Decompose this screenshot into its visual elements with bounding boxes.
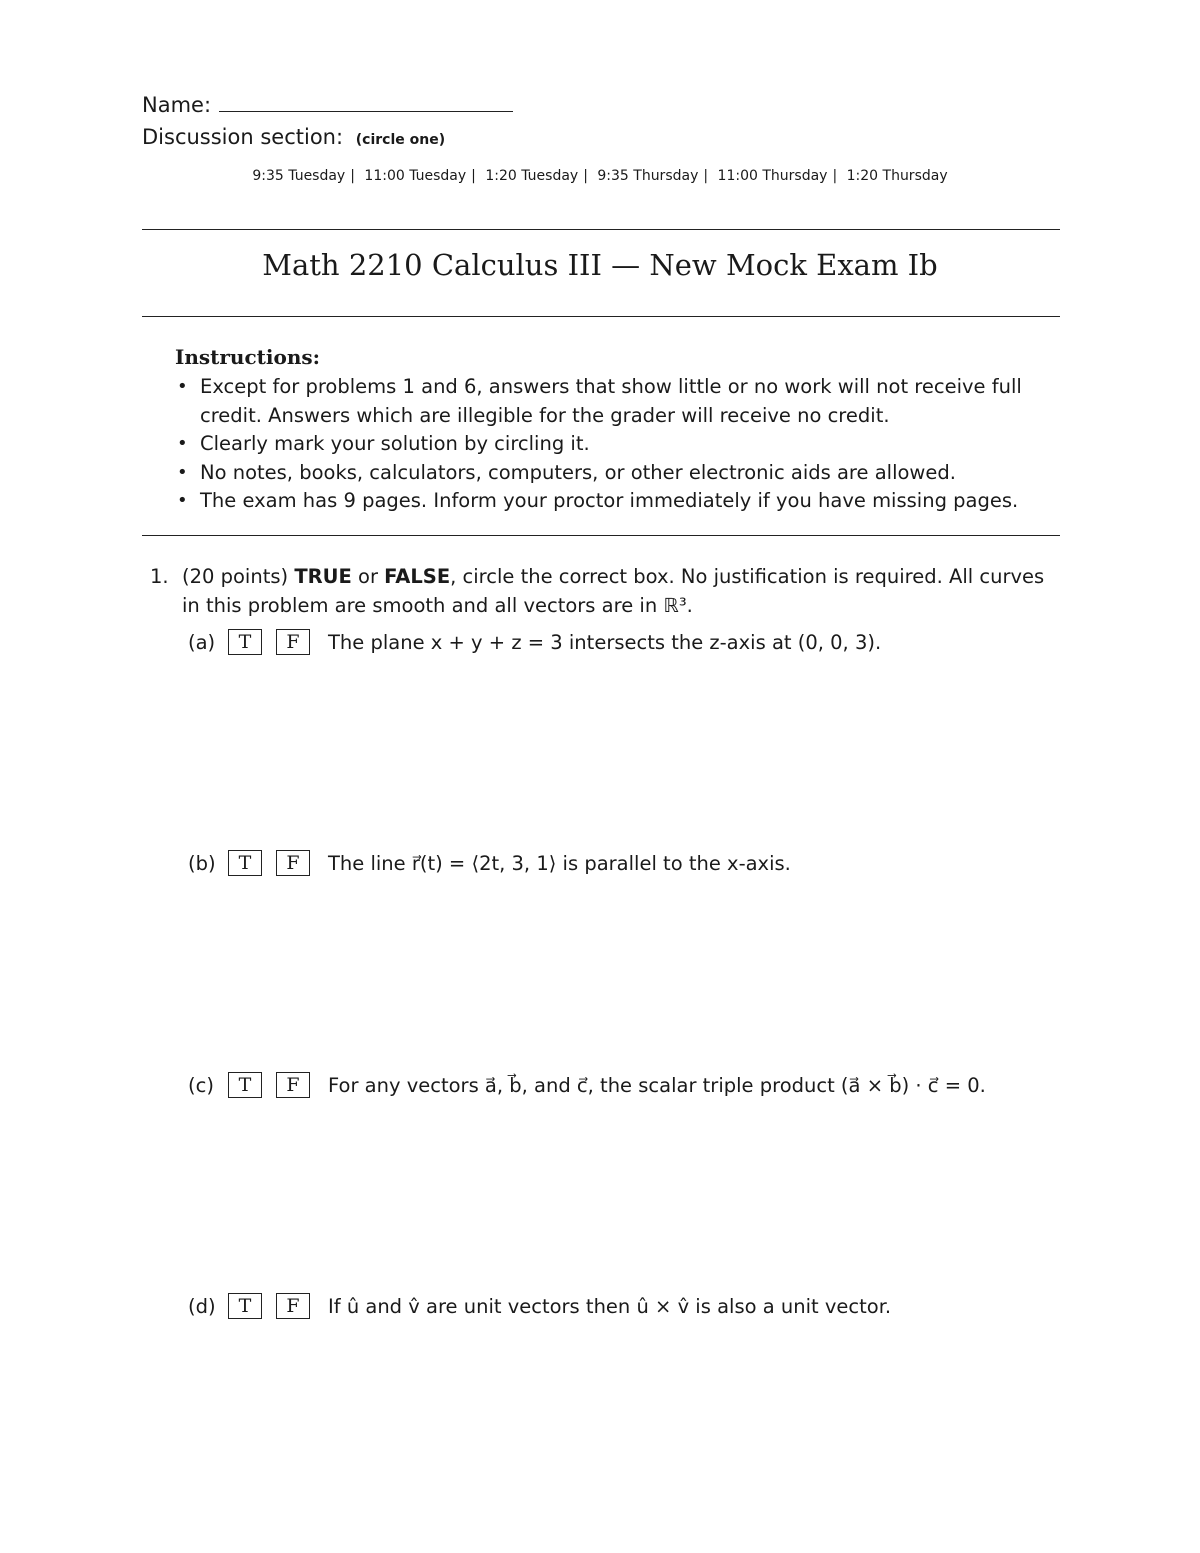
part-c [188,1072,986,1098]
name-label: Name: [142,93,212,117]
true-box[interactable]: T [228,850,262,876]
true-box[interactable]: T [228,1293,262,1319]
false-box[interactable]: F [276,1072,310,1098]
section-option[interactable]: 9:35 Tuesday [252,168,346,184]
problem-number: 1. [150,565,169,588]
name-blank-line[interactable] [219,93,513,112]
name-row [142,93,513,117]
false-box[interactable]: F [276,1293,310,1319]
divider [142,229,1060,230]
section-option[interactable]: 9:35 Thursday [597,168,699,184]
part-b [188,850,791,876]
part-label: (c) [188,1073,214,1097]
part-statement: If û and v̂ are unit vectors then û × v̂ is also a unit vector. [328,1294,892,1318]
divider [142,316,1060,317]
false-box[interactable]: F [276,629,310,655]
instruction-item: • The exam has 9 pages. Inform your proctor immediately if you have missing pages. [175,487,1060,516]
divider [142,535,1060,536]
section-option[interactable]: 11:00 Thursday [717,168,828,184]
part-statement: For any vectors a⃗, b⃗, and c⃗, the scalar triple product (a⃗ × b⃗) · c⃗ = 0. [328,1073,986,1097]
page-title: Math 2210 Calculus III — New Mock Exam Ib [262,248,938,282]
discussion-label: Discussion section: [142,125,344,149]
instructions-list [175,373,1060,516]
section-option[interactable]: 11:00 Tuesday [364,168,467,184]
problem-text [182,562,1060,620]
part-d [188,1293,891,1319]
or-word: or [358,565,378,588]
part-statement: The plane x + y + z = 3 intersects the z-axis at (0, 0, 3). [328,630,882,654]
discussion-row [142,125,445,149]
instruction-item: • No notes, books, calculators, computers, or other electronic aids are allowed. [175,459,1060,488]
circle-one-note: (circle one) [355,132,446,148]
part-label: (d) [188,1294,216,1318]
part-statement: The line r⃗(t) = ⟨2t, 3, 1⟩ is parallel to the x-axis. [328,851,791,875]
section-option[interactable]: 1:20 Tuesday [485,168,579,184]
problem-text-rest: , circle the correct box. No justification is required. All curves in this problem are smooth and all vectors are in ℝ³. [182,565,1045,617]
section-option[interactable]: 1:20 Thursday [846,168,948,184]
part-label: (a) [188,630,216,654]
problem-points: (20 points) [182,565,289,588]
true-word: TRUE [294,565,352,588]
part-label: (b) [188,851,216,875]
false-word: FALSE [384,565,451,588]
instruction-item: • Clearly mark your solution by circling it. [175,430,1060,459]
true-box[interactable]: T [228,629,262,655]
part-a [188,629,881,655]
false-box[interactable]: F [276,850,310,876]
instruction-item: • Except for problems 1 and 6, answers that show little or no work will not receive full credit. Answers which are illegible for the grader will receive no credit. [175,373,1060,430]
problem-1 [150,562,1060,620]
instructions-heading: Instructions: [175,345,321,369]
section-options: 9:35 Tuesday | 11:00 Tuesday | 1:20 Tuesday | 9:35 Thursday | 11:00 Thursday | 1:20 Thursday [252,168,948,184]
true-box[interactable]: T [228,1072,262,1098]
